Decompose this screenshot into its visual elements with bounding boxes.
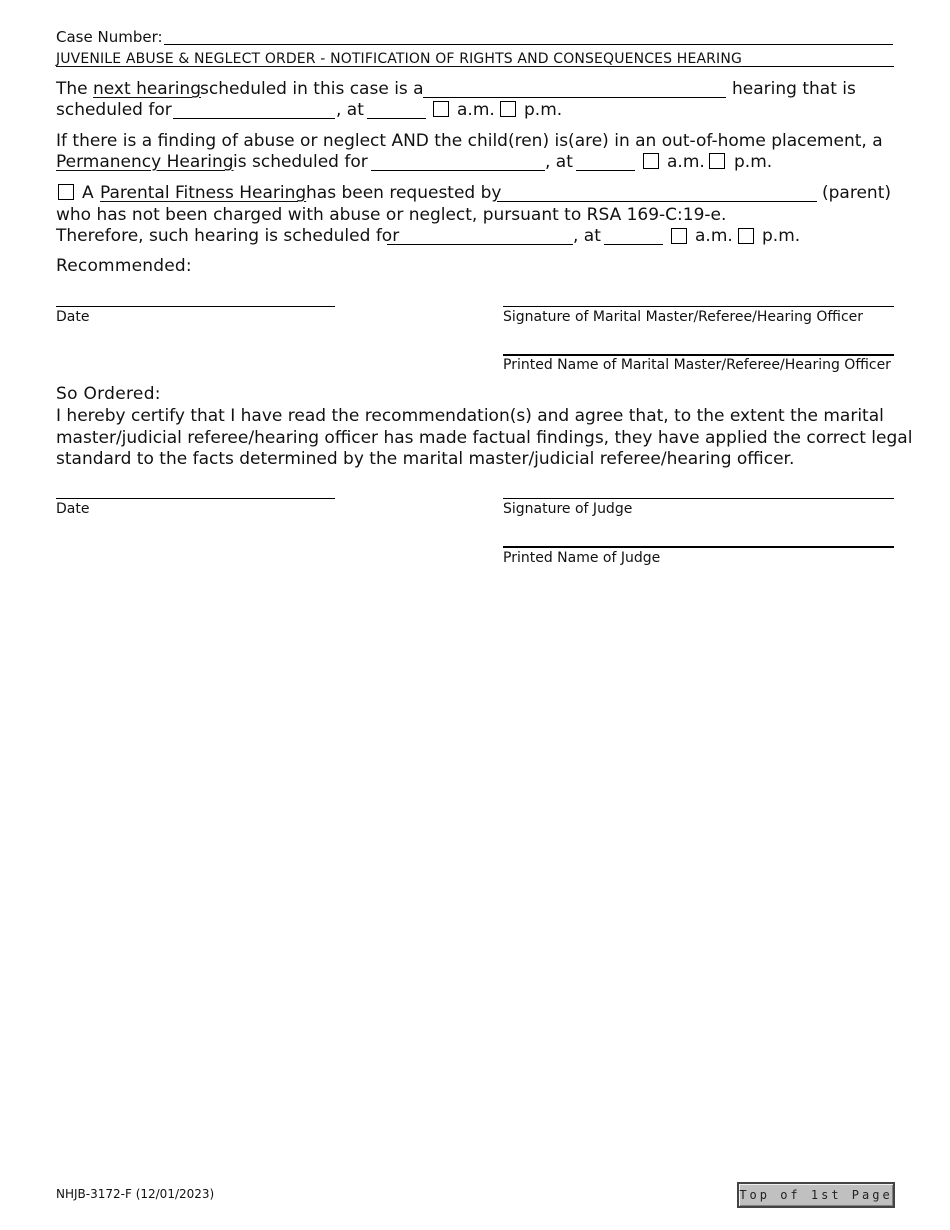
master-printed-name-field[interactable] [503,354,894,356]
form-title: JUVENILE ABUSE & NEGLECT ORDER - NOTIFICATION OF RIGHTS AND CONSEQUENCES HEARING [56,51,742,67]
ordered-date-field[interactable] [56,498,335,499]
scheduled-for-text: scheduled for [56,100,172,120]
parental-fitness-pm-checkbox[interactable] [738,228,754,244]
parental-fitness-a: A [82,183,94,203]
permanency-hearing-link[interactable]: Permanency Hearing [56,152,234,172]
parental-fitness-pm-label: p.m. [762,226,801,246]
next-hearing-link[interactable]: next hearing [93,79,201,99]
am-label: a.m. [457,100,495,120]
parental-fitness-time-field[interactable] [604,244,663,245]
parental-fitness-date-field[interactable] [387,244,573,245]
case-number-field[interactable] [164,28,893,45]
master-signature-label: Signature of Marital Master/Referee/Hearing Officer [503,309,864,325]
therefore-text: Therefore, such hearing is scheduled for [56,226,400,246]
certification-line-2: master/judicial referee/hearing officer has made factual findings, they have applied the correct legal [56,428,913,448]
top-of-first-page-button[interactable]: Top of 1st Page [737,1182,895,1208]
parental-fitness-am-label: a.m. [695,226,733,246]
judge-printed-name-label: Printed Name of Judge [503,550,661,566]
certification-line-1: I hereby certify that I have read the recommendation(s) and agree that, to the extent the marital [56,406,884,426]
certification-line-3: standard to the facts determined by the marital master/judicial referee/hearing officer. [56,449,795,469]
requested-by-text: has been requested by [306,183,502,203]
parental-fitness-at-text: , at [573,226,601,246]
recommended-heading: Recommended: [56,256,192,276]
hearing-that-is-text: hearing that is [732,79,856,99]
next-hearing-am-checkbox[interactable] [433,101,449,117]
judge-signature-field[interactable] [503,498,894,499]
permanency-date-field[interactable] [371,170,545,171]
parental-fitness-am-checkbox[interactable] [671,228,687,244]
permanency-scheduled-for-text: is scheduled for [233,152,368,172]
permanency-time-field[interactable] [576,170,635,171]
parental-fitness-rsa-text: who has not been charged with abuse or neglect, pursuant to RSA 169-C:19-e. [56,205,727,225]
recommended-date-label: Date [56,309,90,325]
requesting-parent-field[interactable] [497,201,817,202]
at-text: , at [336,100,364,120]
pm-label: p.m. [524,100,563,120]
next-hearing-pm-checkbox[interactable] [500,101,516,117]
permanency-at-text: , at [545,152,573,172]
next-hearing-time-field[interactable] [367,118,426,119]
master-signature-field[interactable] [503,306,894,307]
permanency-am-label: a.m. [667,152,705,172]
master-printed-name-label: Printed Name of Marital Master/Referee/Hearing Officer [503,357,891,373]
permanency-pm-checkbox[interactable] [709,153,725,169]
next-hearing-text: scheduled in this case is a [200,79,424,99]
judge-signature-label: Signature of Judge [503,501,633,517]
so-ordered-heading: So Ordered: [56,384,161,404]
permanency-am-checkbox[interactable] [643,153,659,169]
judge-printed-name-field[interactable] [503,546,894,548]
parent-label: (parent) [822,183,891,203]
parental-fitness-hearing-link[interactable]: Parental Fitness Hearing [100,183,307,203]
hearing-type-field[interactable] [423,97,726,98]
permanency-pm-label: p.m. [734,152,773,172]
next-hearing-the: The [56,79,88,99]
ordered-date-label: Date [56,501,90,517]
case-number-label: Case Number: [56,28,163,46]
recommended-date-field[interactable] [56,306,335,307]
permanency-intro-text: If there is a finding of abuse or neglect AND the child(ren) is(are) in an out-of-home placement, a [56,131,883,151]
form-id: NHJB-3172-F (12/01/2023) [56,1187,215,1201]
next-hearing-date-field[interactable] [173,118,335,119]
parental-fitness-checkbox[interactable] [58,184,74,200]
